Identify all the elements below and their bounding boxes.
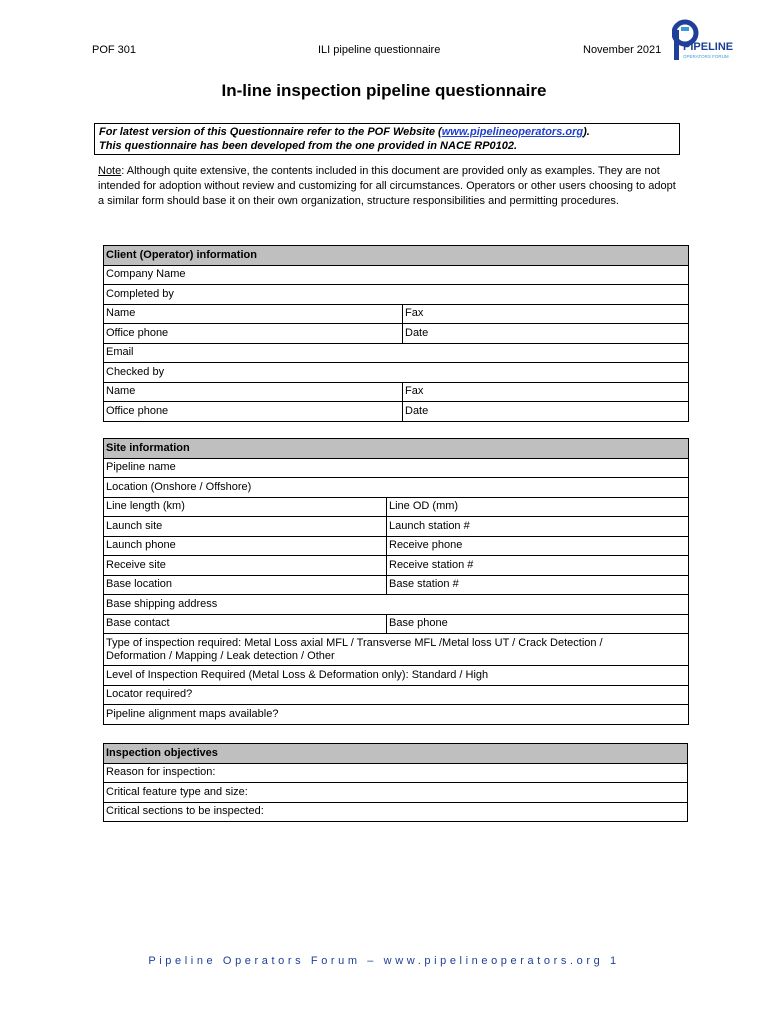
launch-station-field[interactable]: Launch station # [387, 517, 689, 537]
launch-site-field[interactable]: Launch site [104, 517, 387, 537]
checked-by-date-field[interactable]: Date [403, 402, 689, 422]
line-od-field[interactable]: Line OD (mm) [387, 497, 689, 517]
type-of-inspection-line1: Type of inspection required: Metal Loss axial MFL / Transverse MFL /Metal loss UT / Crack Detection / [106, 636, 603, 649]
level-of-inspection-field[interactable]: Level of Inspection Required (Metal Loss & Deformation only): Standard / High [104, 666, 689, 686]
notice-line2: This questionnaire has been developed from the one provided in NACE RP0102. [99, 140, 518, 152]
launch-phone-field[interactable]: Launch phone [104, 536, 387, 556]
notice-line1-post: ). [583, 126, 590, 138]
base-contact-field[interactable]: Base contact [104, 614, 387, 634]
completed-by-name-field[interactable]: Name [104, 304, 403, 324]
logo-wordmark: PIPELINE [683, 41, 734, 53]
critical-feature-field[interactable]: Critical feature type and size: [104, 783, 688, 803]
client-information-table [103, 245, 689, 422]
receive-phone-field[interactable]: Receive phone [387, 536, 689, 556]
footer-page-number: 1 [609, 955, 620, 967]
logo-subtext: OPERATORS FORUM [683, 54, 729, 59]
completed-by-label: Completed by [104, 285, 689, 305]
base-shipping-address-field[interactable]: Base shipping address [104, 595, 689, 615]
client-section-heading: Client (Operator) information [104, 246, 689, 266]
notice-line1-pre: For latest version of this Questionnaire refer to the POF Website ( [99, 126, 442, 138]
checked-by-fax-field[interactable]: Fax [403, 382, 689, 402]
header-doc-title: ILI pipeline questionnaire [318, 44, 441, 56]
page-footer [0, 955, 768, 967]
completed-by-fax-field[interactable]: Fax [403, 304, 689, 324]
pof-website-link[interactable]: www.pipelineoperators.org [441, 126, 584, 138]
base-station-field[interactable]: Base station # [387, 575, 689, 595]
base-phone-field[interactable]: Base phone [387, 614, 689, 634]
completed-by-date-field[interactable]: Date [403, 324, 689, 344]
alignment-maps-field[interactable]: Pipeline alignment maps available? [104, 705, 689, 725]
pipeline-name-field[interactable]: Pipeline name [104, 458, 689, 478]
location-field[interactable]: Location (Onshore / Offshore) [104, 478, 689, 498]
header-doc-id: POF 301 [92, 44, 137, 56]
critical-sections-field[interactable]: Critical sections to be inspected: [104, 802, 688, 822]
pipeline-operators-forum-logo [672, 18, 740, 62]
receive-site-field[interactable]: Receive site [104, 556, 387, 576]
header-date: November 2021 [583, 44, 662, 56]
line-length-field[interactable]: Line length (km) [104, 497, 387, 517]
checked-by-name-field[interactable]: Name [104, 382, 403, 402]
page-title: In-line inspection pipeline questionnaire [221, 81, 547, 100]
note-text: : Although quite extensive, the contents included in this document are provided only as examples. They are not intended for adoption without review and customizing for all circumstances. Operators or other users choosing to adopt a similar form should base it on their own organization, structure responsibilities and permitting procedures. [98, 165, 676, 207]
note-label: Note [98, 165, 122, 177]
checked-by-label: Checked by [104, 363, 689, 383]
receive-station-field[interactable]: Receive station # [387, 556, 689, 576]
site-section-heading: Site information [104, 439, 689, 459]
base-location-field[interactable]: Base location [104, 575, 387, 595]
version-notice-box [94, 123, 680, 155]
objectives-section-heading: Inspection objectives [104, 744, 688, 764]
type-of-inspection-line2: Deformation / Mapping / Leak detection / Other [106, 649, 335, 662]
checked-by-office-phone-field[interactable]: Office phone [104, 402, 403, 422]
disclaimer-note [98, 164, 682, 208]
reason-for-inspection-field[interactable]: Reason for inspection: [104, 763, 688, 783]
type-of-inspection-field[interactable] [104, 634, 689, 666]
site-information-table [103, 438, 689, 725]
footer-text: Pipeline Operators Forum – www.pipelineoperators.org [148, 955, 604, 967]
company-name-field[interactable]: Company Name [104, 265, 689, 285]
completed-by-office-phone-field[interactable]: Office phone [104, 324, 403, 344]
inspection-objectives-table [103, 743, 688, 822]
email-field[interactable]: Email [104, 343, 689, 363]
locator-required-field[interactable]: Locator required? [104, 685, 689, 705]
